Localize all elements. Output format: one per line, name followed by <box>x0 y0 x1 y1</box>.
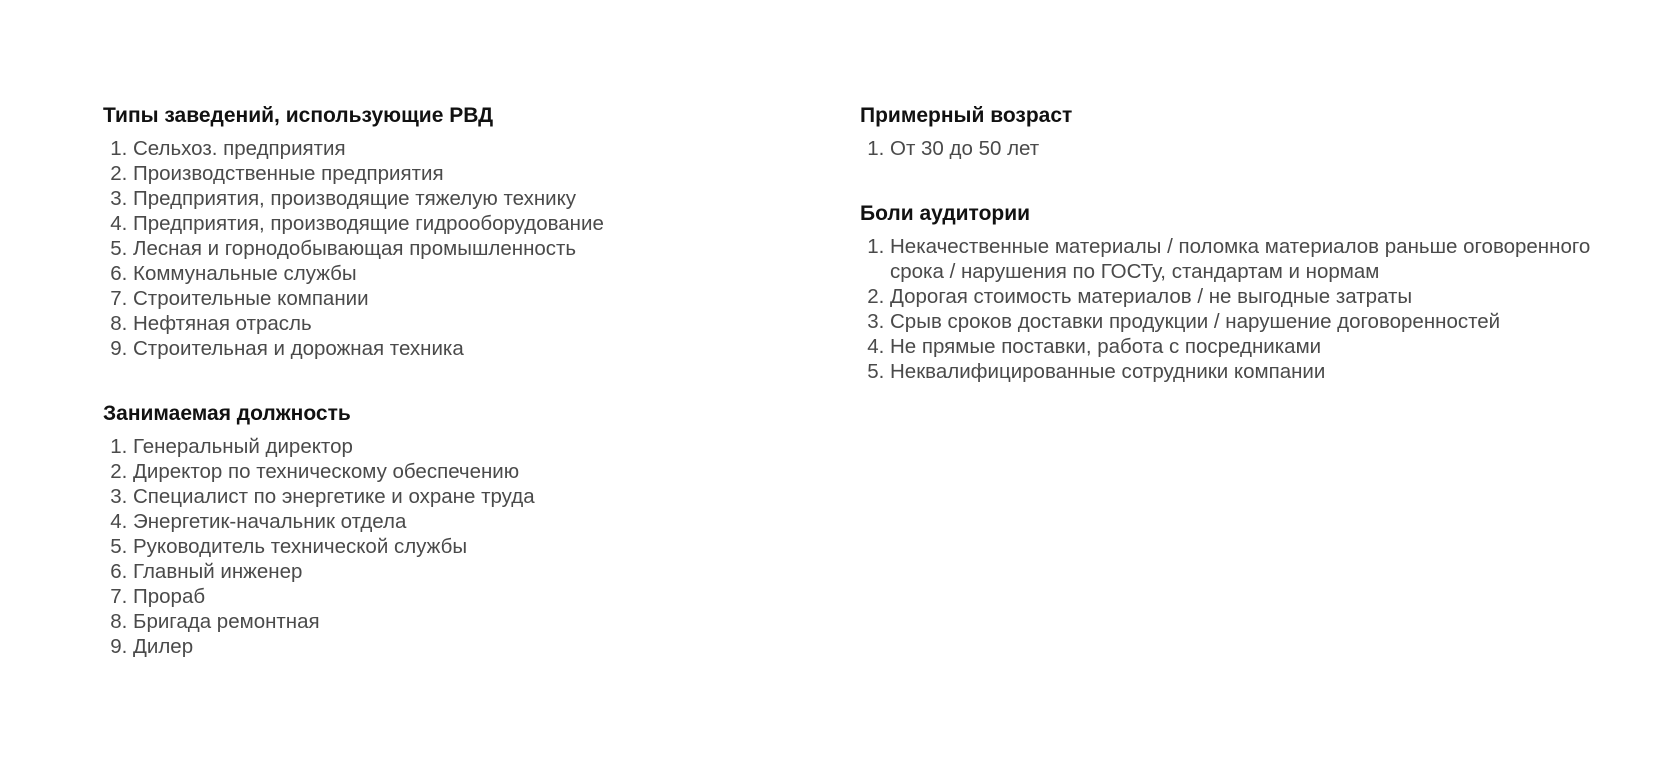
section-audience-pains <box>860 201 1600 384</box>
list-item: 6. Главный инженер <box>110 560 303 583</box>
establishment-types-list <box>103 136 803 361</box>
list-item: 1. Сельхоз. предприятия <box>110 137 346 160</box>
list-item: 2. Дорогая стоимость материалов / не выгодные затраты <box>867 285 1413 308</box>
list-item: 1. От 30 до 50 лет <box>867 137 1040 160</box>
right-column <box>860 103 1600 424</box>
list-item: 1. Генеральный директор <box>110 435 353 458</box>
list-item: 3. Срыв сроков доставки продукции / нарушение договоренностей <box>867 310 1501 333</box>
list-item: 8. Нефтяная отрасль <box>110 312 312 335</box>
list-item: 8. Бригада ремонтная <box>110 610 320 633</box>
list-item: 5. Руководитель технической службы <box>110 535 468 558</box>
list-item: 2. Директор по техническому обеспечению <box>110 460 520 483</box>
list-item: 1. Некачественные материалы / поломка материалов раньше оговоренного срока / нарушения по ГОСТу, стандартам и нормам <box>867 235 1591 283</box>
section-title: Типы заведений, использующие РВД <box>103 104 494 127</box>
list-item: 9. Дилер <box>110 635 194 658</box>
list-item: 7. Строительные компании <box>110 287 369 310</box>
section-approximate-age <box>860 103 1600 161</box>
list-item: 5. Неквалифицированные сотрудники компании <box>867 360 1326 383</box>
list-item: 7. Прораб <box>110 585 206 608</box>
list-item: 4. Не прямые поставки, работа с посредниками <box>867 335 1322 358</box>
list-item: 9. Строительная и дорожная техника <box>110 337 464 360</box>
left-column <box>103 103 803 699</box>
list-item: 4. Предприятия, производящие гидрооборудование <box>110 212 604 235</box>
list-item: 3. Специалист по энергетике и охране труда <box>110 485 535 508</box>
list-item: 3. Предприятия, производящие тяжелую технику <box>110 187 577 210</box>
section-establishment-types <box>103 103 803 361</box>
list-item: 2. Производственные предприятия <box>110 162 444 185</box>
audience-pains-list <box>860 234 1600 384</box>
section-title: Боли аудитории <box>860 202 1031 225</box>
job-position-list <box>103 434 803 659</box>
section-title: Занимаемая должность <box>103 402 351 425</box>
list-item: 5. Лесная и горнодобывающая промышленность <box>110 237 577 260</box>
list-item: 4. Энергетик-начальник отдела <box>110 510 407 533</box>
section-job-position <box>103 401 803 659</box>
section-title: Примерный возраст <box>860 104 1073 127</box>
approximate-age-list <box>860 136 1600 161</box>
list-item: 6. Коммунальные службы <box>110 262 357 285</box>
